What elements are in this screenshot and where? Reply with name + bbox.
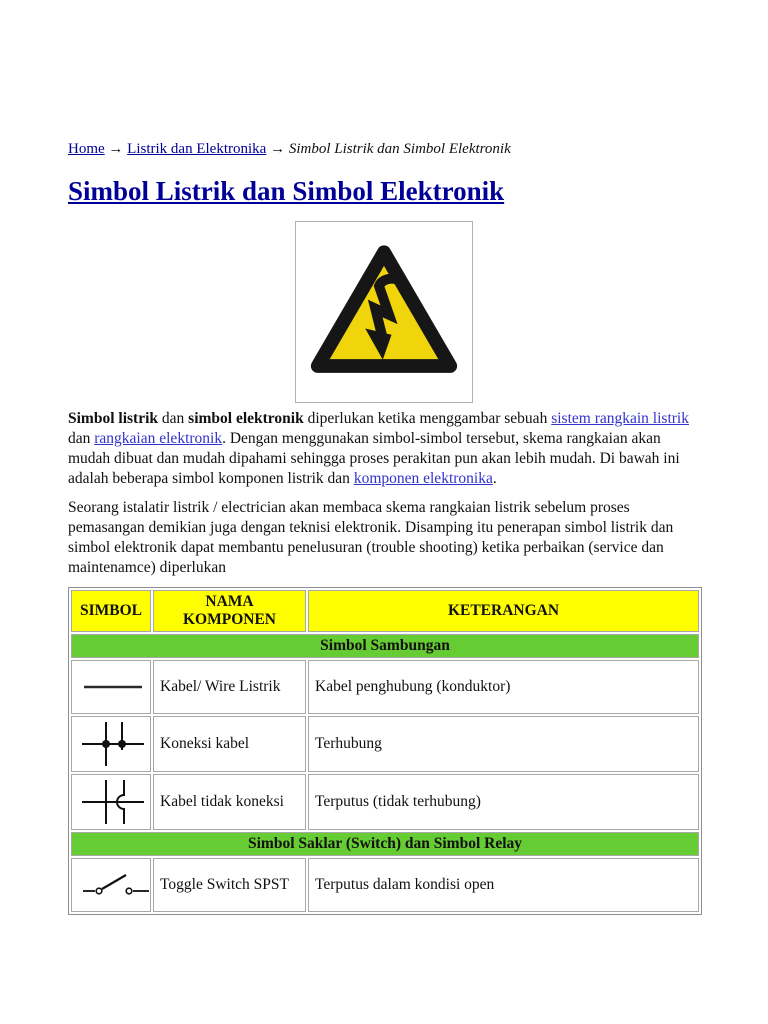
body-text: dan [158,410,189,427]
breadcrumb-current: Simbol Listrik dan Simbol Elektronik [288,141,511,157]
section-label: Simbol Saklar (Switch) dan Simbol Relay [71,832,699,856]
high-voltage-warning-icon [309,236,459,386]
inline-link[interactable]: rangkaian elektronik [94,430,223,447]
junction-dots-symbol [78,719,148,769]
bold-text: simbol elektronik [188,410,304,427]
second-paragraph: Seorang istalatir listrik / electrician akan membaca skema rangkaian listrik sebelum proses pemasangan demikian juga dengan teknisi elektronik. Disamping itu penerapan simbol listrik dan simbol elektronik dapat membantu penelusuran (trouble shooting) ketika perbaikan (service dan maintenamce) diperlukan [68,499,674,576]
description-cell: Terputus (tidak terhubung) [308,774,699,830]
body-text: dan [68,430,95,447]
body-text: diperlukan ketika menggambar sebuah [303,410,552,427]
table-row [71,858,699,912]
symbol-cell [71,858,151,912]
description-cell: Kabel penghubung (konduktor) [308,660,699,714]
description-cell: Terhubung [308,716,699,772]
body-text: . [492,470,497,487]
table-row [71,774,699,830]
breadcrumb-link[interactable]: Listrik dan Elektronika [127,141,267,157]
intro-paragraph [68,409,700,489]
component-name-cell: Kabel/ Wire Listrik [153,660,306,714]
wire-line-symbol [78,663,148,711]
component-name-cell: Toggle Switch SPST [153,858,306,912]
table-row [71,716,699,772]
symbol-table [68,587,702,915]
symbol-cell [71,660,151,714]
symbol-cell [71,774,151,830]
bold-text: Simbol listrik [68,410,159,427]
table-row [71,660,699,714]
column-header: KETERANGAN [308,590,699,632]
inline-link[interactable]: sistem rangkain listrik [551,410,689,427]
description-cell: Terputus dalam kondisi open [308,858,699,912]
column-header: SIMBOL [71,590,151,632]
crossover-no-connection-symbol [78,777,148,827]
inline-link[interactable]: komponen elektronika [353,470,493,487]
table-header-row [71,590,699,632]
breadcrumb-separator: → [104,141,128,157]
section-row [71,832,699,856]
symbol-table-body [71,590,699,912]
hero-image-block [68,221,700,403]
breadcrumb-separator: → [266,141,289,157]
section-label: Simbol Sambungan [71,634,699,658]
breadcrumb [68,140,700,159]
page-title[interactable]: Simbol Listrik dan Simbol Elektronik [68,176,505,206]
toggle-switch-spst-symbol [78,864,154,906]
breadcrumb-link[interactable]: Home [68,141,105,157]
section-row [71,634,699,658]
symbol-cell [71,716,151,772]
hero-image-frame [295,221,473,403]
component-name-cell: Koneksi kabel [153,716,306,772]
body-text: . Dengan menggunakan simbol-simbol tersebut, skema rangkaian akan mudah dibuat dan mudah dipahami sehingga proses perakitan pun akan lebih mudah. Di bawah ini adalah beberapa simbol komponen listrik dan [68,430,680,487]
component-name-cell: Kabel tidak koneksi [153,774,306,830]
column-header: NAMA KOMPONEN [153,590,306,632]
